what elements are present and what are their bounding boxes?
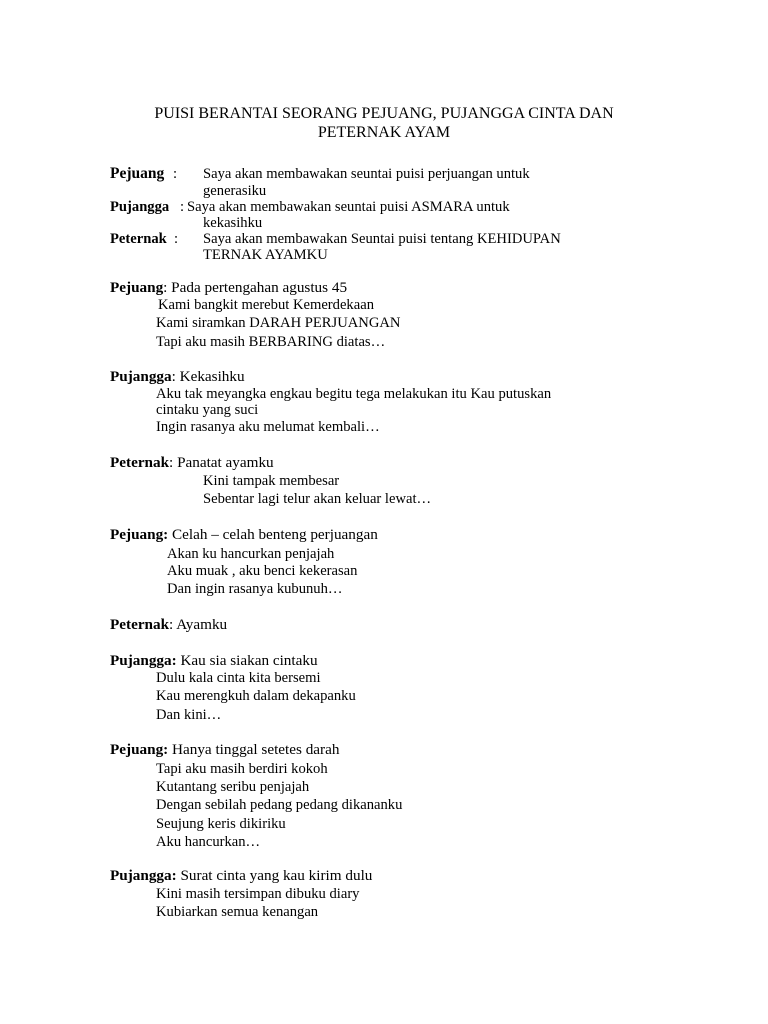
intro-speaker: Pejuang: [110, 165, 165, 182]
poem-line: Aku tak meyangka engkau begitu tega melakukan itu Kau putuskan: [156, 386, 552, 402]
stanza-head-text: : Ayamku: [169, 616, 228, 633]
poem-line: Kau merengkuh dalam dekapanku: [156, 688, 356, 704]
intro-speaker: Peternak: [110, 231, 167, 247]
stanza-heading: [110, 455, 274, 471]
stanza-heading: [110, 868, 372, 884]
stanza-head-text: : Kekasihku: [171, 368, 245, 385]
poem-line: Akan ku hancurkan penjajah: [167, 546, 335, 562]
intro-separator: :: [180, 199, 185, 215]
poem-line: Kini tampak membesar: [203, 473, 340, 489]
document-title-line2: PETERNAK AYAM: [317, 124, 451, 141]
stanza-head-text: Kau sia siakan cintaku: [176, 652, 318, 669]
stanza-speaker: Pujangga:: [110, 652, 177, 669]
stanza-speaker: Peternak: [110, 616, 170, 633]
poem-line: Kami siramkan DARAH PERJUANGAN: [156, 315, 401, 331]
poem-line: Seujung keris dikiriku: [156, 816, 286, 832]
intro-speaker: Pujangga: [110, 199, 170, 215]
intro-line: kekasihku: [203, 215, 263, 231]
poem-line: Dengan sebilah pedang pedang dikananku: [156, 797, 403, 813]
stanza-speaker: Pujangga: [110, 368, 172, 385]
stanza-heading: [110, 742, 339, 758]
poem-line: Dan ingin rasanya kubunuh…: [167, 581, 343, 597]
stanza-head-text: Celah – celah benteng perjuangan: [168, 526, 378, 543]
poem-line: Dan kini…: [156, 707, 222, 723]
poem-line: Kutantang seribu penjajah: [156, 779, 310, 795]
poem-line: cintaku yang suci: [156, 402, 259, 418]
stanza-speaker: Peternak: [110, 454, 170, 471]
poem-line: Ingin rasanya aku melumat kembali…: [156, 419, 380, 435]
poem-line: Kubiarkan semua kenangan: [156, 904, 319, 920]
intro-separator: :: [173, 166, 178, 182]
stanza-speaker: Pejuang: [110, 279, 164, 296]
stanza-speaker: Pujangga:: [110, 867, 177, 884]
intro-line: generasiku: [203, 183, 267, 199]
stanza-speaker: Pejuang:: [110, 526, 169, 543]
intro-line: Saya akan membawakan seuntai puisi ASMARA untuk: [187, 199, 510, 215]
document-title-line1: PUISI BERANTAI SEORANG PEJUANG, PUJANGGA CINTA DAN: [154, 105, 614, 122]
stanza-speaker: Pejuang:: [110, 741, 169, 758]
intro-line: Saya akan membawakan seuntai puisi perjuangan untuk: [203, 166, 530, 182]
poem-line: Tapi aku masih BERBARING diatas…: [156, 334, 386, 350]
intro-line: Saya akan membawakan Seuntai puisi tentang KEHIDUPAN: [203, 231, 561, 247]
poem-line: Kini masih tersimpan dibuku diary: [156, 886, 360, 902]
stanza-head-text: Hanya tinggal setetes darah: [168, 741, 340, 758]
stanza-heading: [110, 653, 318, 669]
intro-line: TERNAK AYAMKU: [203, 247, 328, 263]
stanza-head-text: : Pada pertengahan agustus 45: [163, 279, 348, 296]
poem-line: Dulu kala cinta kita bersemi: [156, 670, 321, 686]
poem-line: Aku muak , aku benci kekerasan: [167, 563, 358, 579]
stanza-heading: [110, 617, 227, 633]
stanza-heading: [110, 280, 347, 296]
poem-line: Sebentar lagi telur akan keluar lewat…: [203, 491, 432, 507]
poem-line: Tapi aku masih berdiri kokoh: [156, 761, 328, 777]
intro-separator: :: [174, 231, 179, 247]
stanza-head-text: : Panatat ayamku: [169, 454, 274, 471]
stanza-heading: [110, 527, 378, 543]
stanza-head-text: Surat cinta yang kau kirim dulu: [176, 867, 373, 884]
poem-line: Kami bangkit merebut Kemerdekaan: [158, 297, 374, 313]
poem-line: Aku hancurkan…: [156, 834, 261, 850]
stanza-heading: [110, 369, 245, 385]
